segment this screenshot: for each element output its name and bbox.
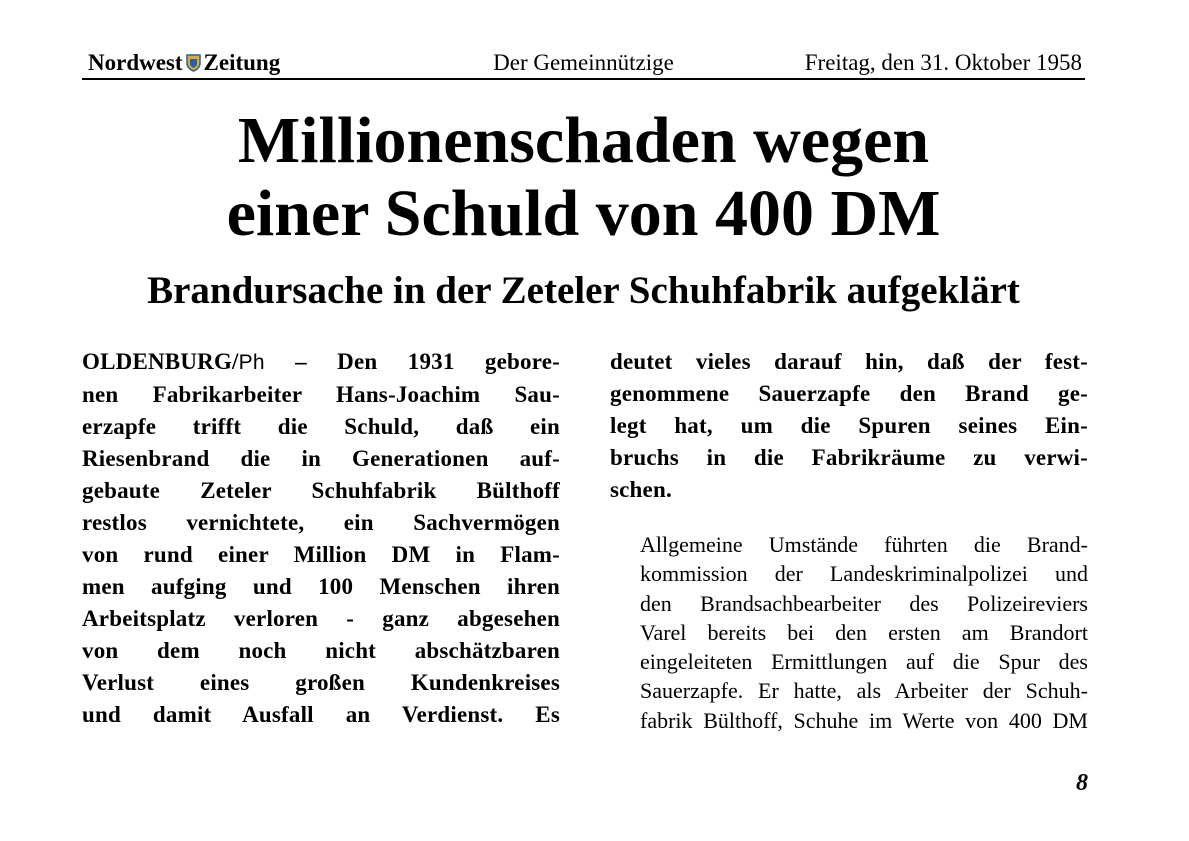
subheadline: Brandursache in der Zeteler Schuhfabrik aufgeklärt [147,269,1020,312]
body-paragraph [610,530,1088,735]
body-line: eingeleiteten Ermittlungen auf die Spur des [640,649,1088,675]
lead-line: von dem noch nicht abschätzbaren [82,638,560,663]
page-number: 8 [1076,770,1088,796]
lead-line: schen. [610,477,672,502]
headline-line-2: einer Schuld von 400 DM [226,177,941,250]
article-column-left [82,346,560,731]
body-line: fabrik Bülthoff, Schuhe im Werte von 400 DM [640,707,1088,733]
newspaper-name-part1: Nordwest [88,50,183,75]
masthead [82,48,1085,80]
author-abbreviation: Ph [238,351,265,374]
body-line: kommission der Landeskriminalpolizei und [640,561,1088,587]
headline-line-1: Millionenschaden wegen [237,104,930,177]
lead-line: Verlust eines großen Kundenkreises [82,670,560,695]
lead-line: restlos vernichtete, ein Sachvermögen [82,510,560,535]
lead-line: und damit Ausfall an Verdienst. Es [82,702,560,727]
lead-line: genommene Sauerzapfe den Brand ge- [610,381,1088,406]
lead-line-text: – Den 1931 gebore- [264,349,560,374]
lead-line: Arbeitsplatz verloren - ganz abgesehen [82,606,560,631]
lead-line: legt hat, um die Spuren seines Ein- [610,413,1088,438]
lead-paragraph [82,346,560,731]
body-line: Sauerzapfe. Er hatte, als Arbeiter der Schuh- [640,678,1088,704]
lead-line: deutet vieles darauf hin, daß der fest- [610,349,1088,374]
body-line: Varel bereits bei den ersten am Brandort [640,619,1088,645]
lead-line: gebaute Zeteler Schuhfabrik Bülthoff [82,478,560,503]
lead-line: Riesenbrand die in Generationen auf- [82,446,560,471]
lead-line: bruchs in die Fabrikräume zu verwi- [610,445,1088,470]
lead-line: von rund einer Million DM in Flam- [82,542,560,567]
headline [82,104,1085,250]
supplement-title: Der Gemeinnützige [493,50,674,75]
article-column-right [610,346,1088,735]
newspaper-name-part2: Zeitung [203,50,281,75]
dateline: OLDENBURG/ [82,349,239,374]
lead-paragraph-continued [610,346,1088,506]
lead-line [82,346,560,379]
body-line: den Brandsachbearbeiter des Polizeireviers [640,590,1088,616]
issue-date: Freitag, den 31. Oktober 1958 [804,50,1082,75]
lead-line: men aufging und 100 Menschen ihren [82,574,560,599]
lead-line: nen Fabrikarbeiter Hans-Joachim Sau- [82,382,560,407]
lead-line: erzapfe trifft die Schuld, daß ein [82,414,560,439]
body-line: Allgemeine Umstände führten die Brand- [640,532,1088,557]
